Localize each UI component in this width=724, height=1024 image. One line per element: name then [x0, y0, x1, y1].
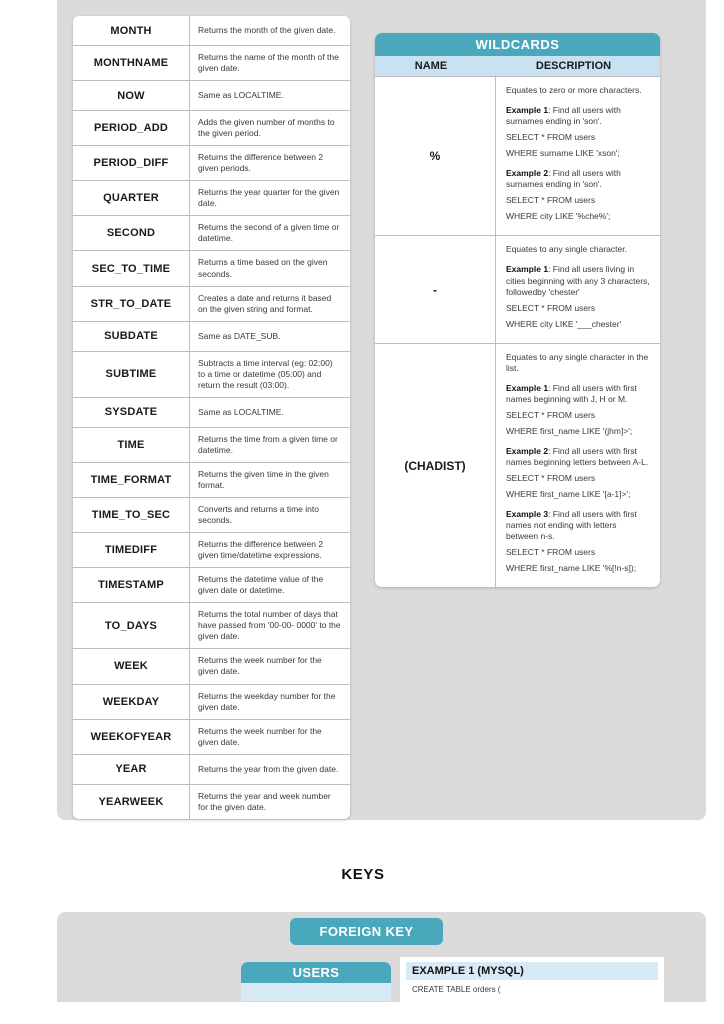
- function-name: TIME: [73, 428, 190, 462]
- function-description: Same as LOCALTIME.: [198, 90, 284, 101]
- function-name: QUARTER: [73, 181, 190, 215]
- wildcards-column-headers: [375, 56, 660, 76]
- wildcard-desc-line: Equates to any single character in the list.: [506, 351, 649, 373]
- users-table-body: [241, 983, 391, 1001]
- users-table-header: USERS: [241, 962, 391, 983]
- wildcards-rows: [375, 76, 660, 587]
- function-row: [73, 463, 350, 498]
- function-name: TIME_TO_SEC: [73, 498, 190, 532]
- function-row: [73, 111, 350, 146]
- function-row: [73, 46, 350, 81]
- function-description: Returns the year from the given date.: [198, 763, 339, 774]
- wildcard-row: [375, 235, 660, 342]
- function-description: Returns the total number of days that have passed from '00-00- 0000' to the given date.: [198, 609, 341, 642]
- function-description: Returns the week number for the given date.: [198, 655, 322, 677]
- wildcard-desc-line: Equates to zero or more characters.: [506, 85, 642, 95]
- example-title: EXAMPLE 1 (MYSQL): [406, 962, 658, 980]
- function-row: [73, 251, 350, 286]
- function-description: Returns the name of the month of the given date.: [198, 52, 339, 74]
- wildcard-row: [375, 76, 660, 235]
- wildcard-desc-line: Equates to any single character.: [506, 244, 627, 255]
- function-description: Same as LOCALTIME.: [198, 406, 284, 417]
- function-name: PERIOD_DIFF: [73, 146, 190, 180]
- function-name: MONTHNAME: [73, 46, 190, 80]
- function-name: SECOND: [73, 216, 190, 250]
- function-row: [73, 181, 350, 216]
- date-functions-rows: [73, 16, 350, 819]
- function-name: SYSDATE: [73, 398, 190, 427]
- function-row: [73, 685, 350, 720]
- function-row: [73, 785, 350, 819]
- function-description: Returns the year and week number for the given date.: [198, 790, 331, 812]
- function-row: [73, 720, 350, 755]
- users-table: [241, 962, 391, 1001]
- function-description: Returns the datetime value of the given date or datetime.: [198, 574, 324, 596]
- wildcard-name: (CHADIST): [375, 344, 496, 588]
- wildcard-desc-line: Example 1: Find all users living in cities beginning with any 3 characters, followedby 'chester': [506, 264, 650, 297]
- function-description: Returns the year quarter for the given date.: [198, 187, 340, 209]
- wildcard-desc-line: SELECT * FROM users: [506, 473, 596, 484]
- wildcard-name: %: [375, 77, 496, 235]
- function-row: [73, 533, 350, 568]
- function-row: [73, 287, 350, 322]
- function-description: Converts and returns a time into seconds.: [198, 503, 319, 526]
- wildcards-title: WILDCARDS: [375, 33, 660, 56]
- function-description: Returns the weekday number for the given date.: [198, 690, 336, 712]
- function-description: Adds the given number of months to the given period.: [198, 117, 335, 139]
- wildcard-desc-line: SELECT * FROM users: [506, 132, 596, 143]
- function-name: WEEK: [73, 649, 190, 683]
- function-row: [73, 755, 350, 785]
- function-name: TO_DAYS: [73, 603, 190, 648]
- wildcard-desc-line: WHERE first_name LIKE '[a-1]>';: [506, 489, 631, 500]
- function-description: Returns the time from a given time or datetime.: [198, 433, 338, 455]
- function-name: WEEKOFYEAR: [73, 720, 190, 754]
- example-code-line: CREATE TABLE orders (: [412, 985, 501, 994]
- function-name: PERIOD_ADD: [73, 111, 190, 145]
- function-description: Returns the second of a given time or datetime.: [198, 222, 340, 244]
- function-name: TIMEDIFF: [73, 533, 190, 567]
- function-row: [73, 603, 350, 649]
- date-functions-table: [73, 16, 350, 819]
- wildcards-col-description: DESCRIPTION: [535, 60, 612, 72]
- function-name: NOW: [73, 81, 190, 110]
- wildcard-name: -: [375, 236, 496, 342]
- function-row: [73, 352, 350, 398]
- wildcard-desc-line: WHERE city LIKE '___chester': [506, 318, 622, 329]
- wildcard-row: [375, 343, 660, 588]
- wildcard-desc-line: SELECT * FROM users: [506, 547, 596, 558]
- function-description: Same as DATE_SUB.: [198, 330, 281, 341]
- function-description: Returns the month of the given date.: [198, 24, 336, 35]
- function-row: [73, 322, 350, 352]
- wildcard-desc-line: WHERE first_name LIKE '%[!n-s]);: [506, 563, 637, 574]
- function-row: [73, 428, 350, 463]
- function-name: TIME_FORMAT: [73, 463, 190, 497]
- function-row: [73, 81, 350, 111]
- wildcards-col-name: NAME: [414, 60, 448, 72]
- wildcard-desc-line: WHERE surname LIKE 'xson';: [506, 148, 620, 159]
- function-description: Returns the week number for the given date.: [198, 725, 322, 747]
- wildcard-desc-line: WHERE first_name LIKE '(jhm]>';: [506, 425, 633, 436]
- wildcards-table: [375, 33, 660, 587]
- function-name: STR_TO_DATE: [73, 287, 190, 321]
- function-row: [73, 146, 350, 181]
- wildcard-desc-line: SELECT * FROM users: [506, 195, 596, 206]
- wildcard-desc-line: WHERE city LIKE '%che%';: [506, 211, 611, 222]
- wildcard-description: [496, 236, 660, 342]
- function-row: [73, 216, 350, 251]
- wildcard-desc-line: Example 2: Find all users with surnames ending in 'son'.: [506, 168, 621, 190]
- example-card: [400, 957, 664, 1002]
- foreign-key-badge: FOREIGN KEY: [290, 918, 443, 945]
- wildcard-description: [496, 77, 660, 235]
- function-name: WEEKDAY: [73, 685, 190, 719]
- function-row: [73, 16, 350, 46]
- function-name: YEAR: [73, 755, 190, 784]
- function-description: Returns a time based on the given seconds.: [198, 257, 328, 279]
- function-description: Returns the difference between 2 given periods.: [198, 152, 324, 174]
- function-name: SUBDATE: [73, 322, 190, 351]
- function-description: Creates a date and returns it based on the given string and format.: [198, 292, 332, 314]
- wildcard-description: [496, 344, 660, 588]
- function-row: [73, 498, 350, 533]
- wildcard-desc-line: SELECT * FROM users: [506, 409, 596, 420]
- keys-heading: KEYS: [341, 866, 385, 883]
- function-row: [73, 649, 350, 684]
- function-name: TIMESTAMP: [73, 568, 190, 602]
- function-description: Returns the given time in the given format.: [198, 468, 329, 490]
- function-name: SUBTIME: [73, 352, 190, 397]
- wildcard-desc-line: Example 3: Find all users with first names not ending with letters between n-s.: [506, 509, 637, 542]
- function-row: [73, 398, 350, 428]
- function-description: Returns the difference between 2 given time/datetime expressions.: [198, 539, 324, 561]
- wildcard-desc-line: SELECT * FROM users: [506, 302, 596, 313]
- function-description: Subtracts a time interval (eg: 02:00) to a time or datetime (05:00) and return the result (03:00).: [198, 357, 333, 390]
- function-row: [73, 568, 350, 603]
- function-name: SEC_TO_TIME: [73, 251, 190, 285]
- wildcard-desc-line: Example 2: Find all users with first names beginning letters between A-L.: [506, 445, 649, 468]
- wildcard-desc-line: Example 1: Find all users with first names beginning with J, H or M.: [506, 382, 637, 404]
- function-name: YEARWEEK: [73, 785, 190, 819]
- function-name: MONTH: [73, 16, 190, 45]
- wildcard-desc-line: Example 1: Find all users with surnames ending in 'son'.: [506, 105, 621, 127]
